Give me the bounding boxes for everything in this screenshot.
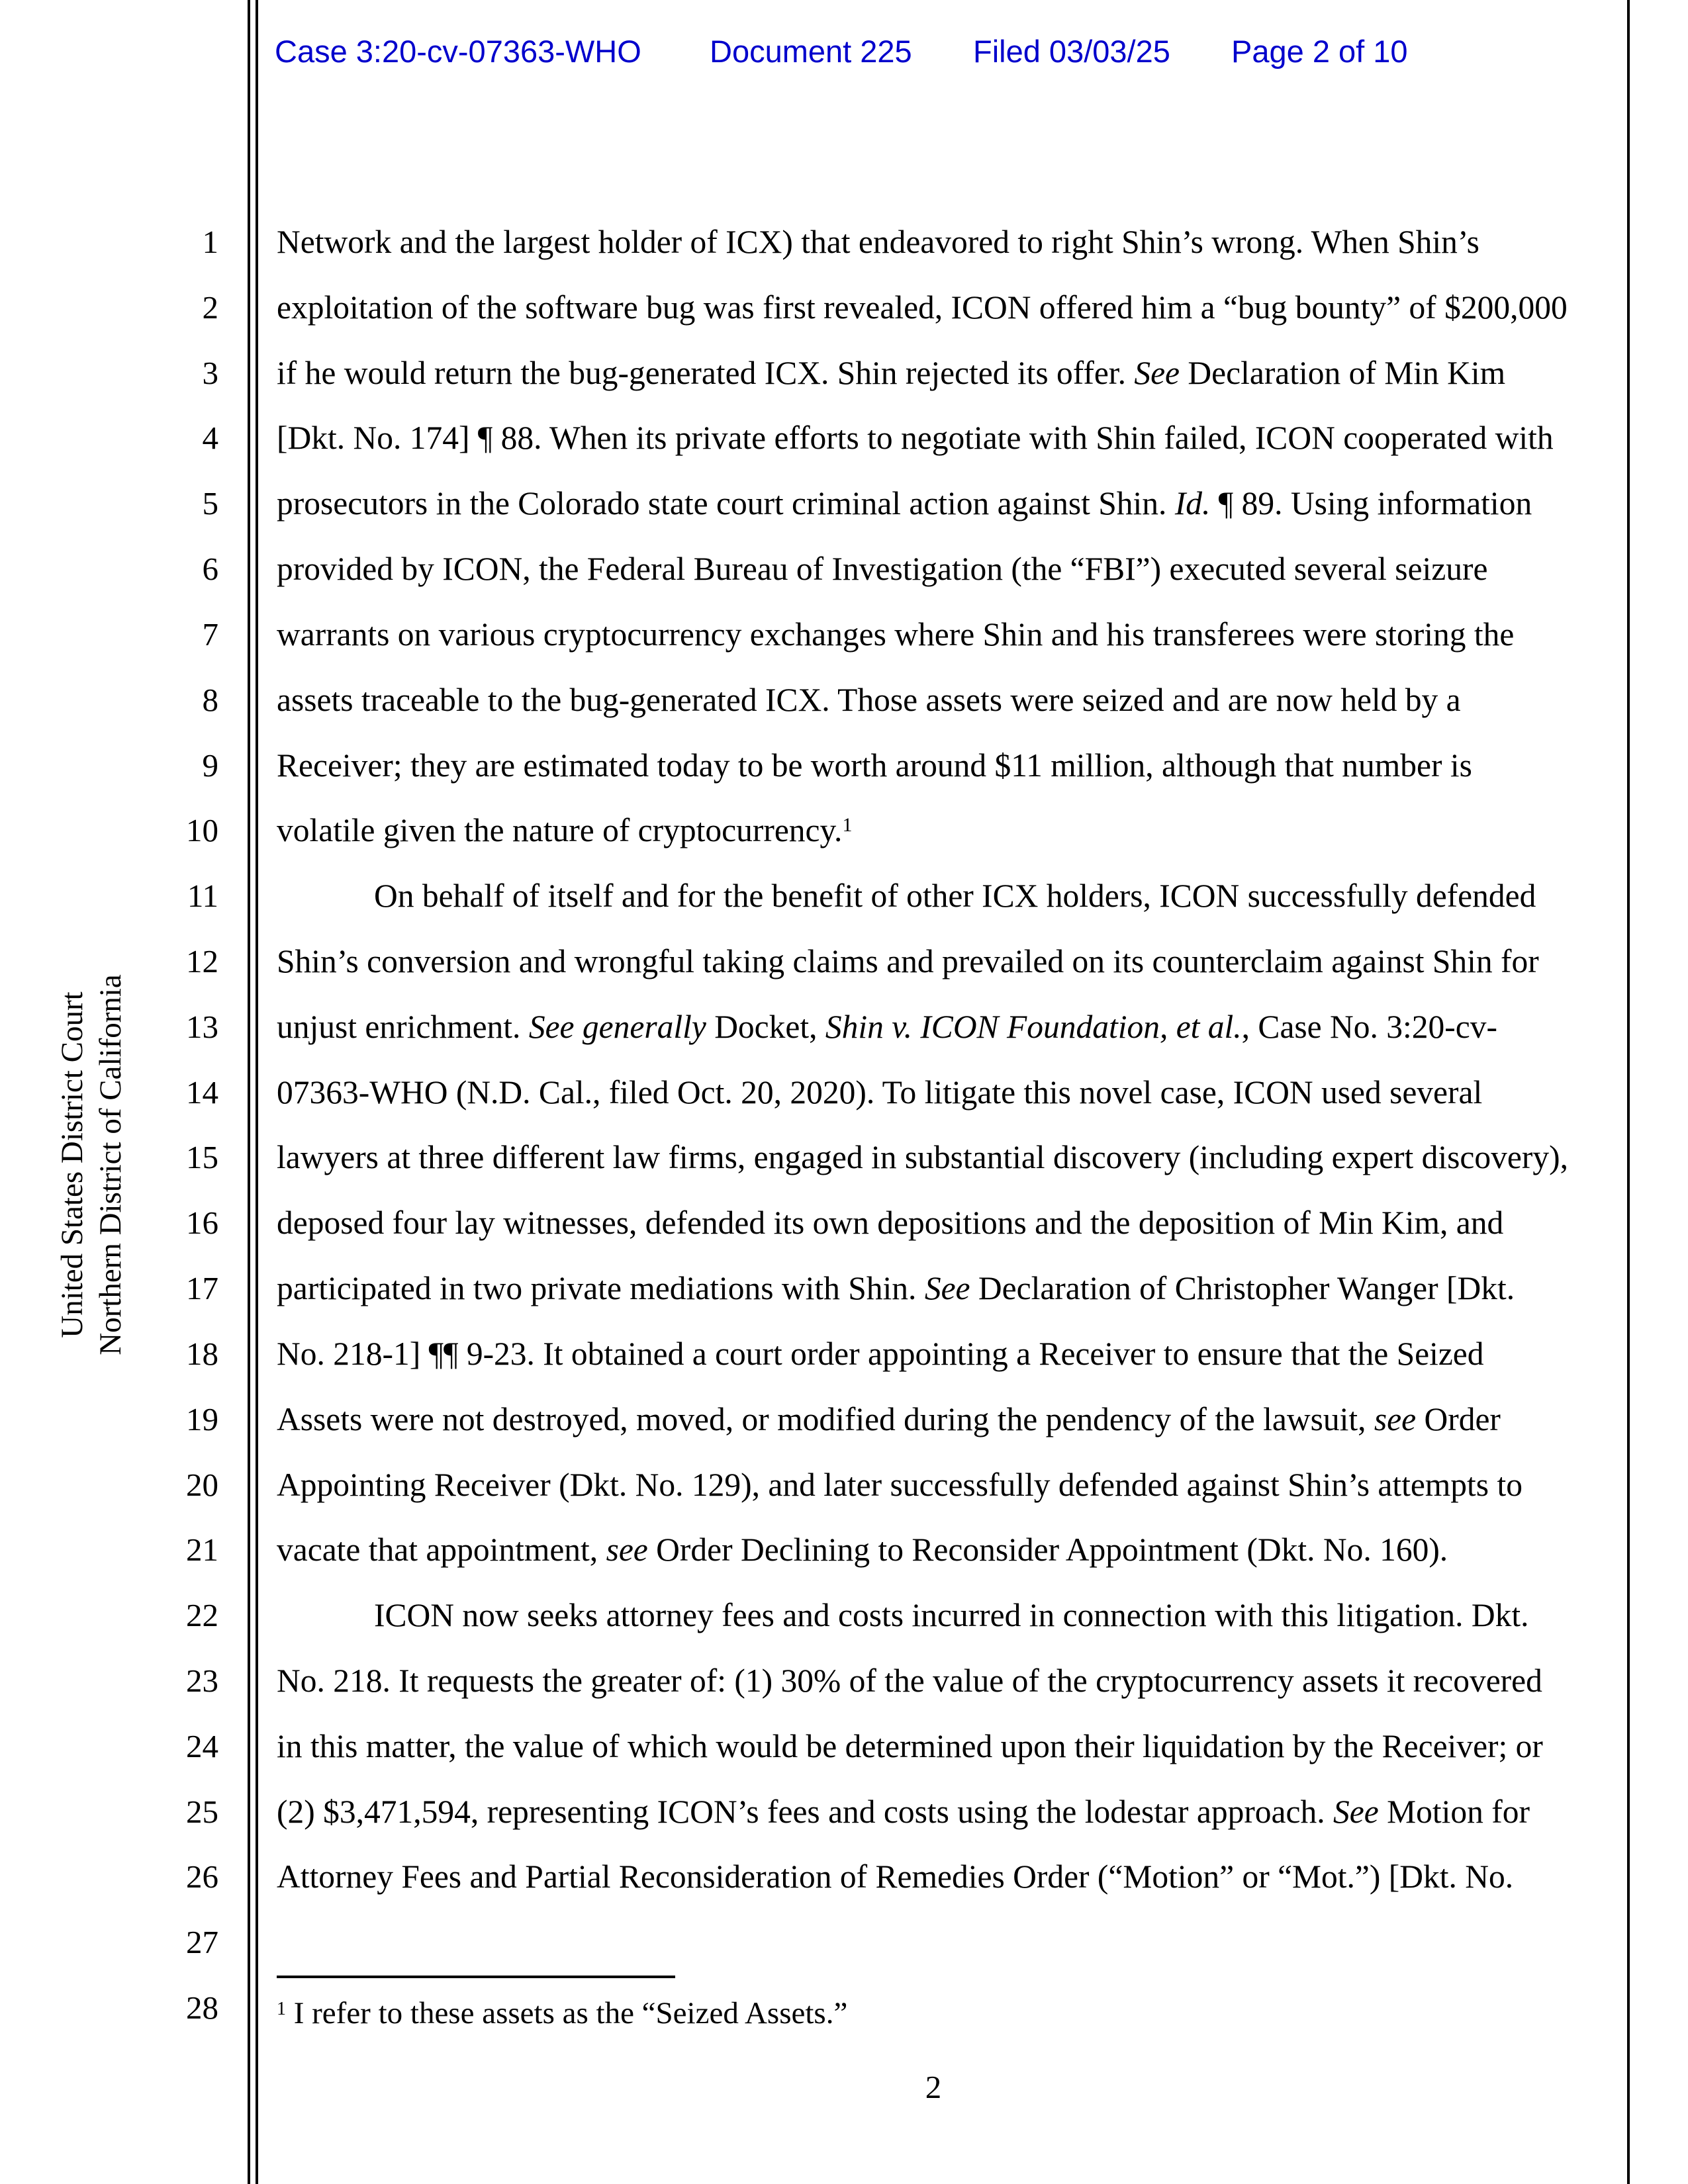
line-number: 23 bbox=[186, 1662, 218, 1699]
line-number: 1 bbox=[202, 224, 218, 260]
text-line bbox=[277, 811, 852, 850]
line-number: 12 bbox=[186, 943, 218, 979]
text-run: , Case No. 3:20-cv- bbox=[1241, 1009, 1497, 1045]
text-line: 07363-WHO (N.D. Cal., filed Oct. 20, 2020). To litigate this novel case, ICON used several bbox=[277, 1074, 1483, 1111]
line-number: 15 bbox=[186, 1139, 218, 1175]
citation-signal: See bbox=[1333, 1794, 1379, 1830]
text-run: Docket, bbox=[706, 1009, 825, 1045]
text-run: Assets were not destroyed, moved, or modified during the pendency of the lawsuit, bbox=[277, 1401, 1374, 1437]
line-number: 9 bbox=[202, 747, 218, 784]
line-number: 6 bbox=[202, 551, 218, 587]
text-run: (2) $3,471,594, representing ICON’s fees and costs using the lodestar approach. bbox=[277, 1794, 1333, 1830]
citation-signal: Id. bbox=[1174, 485, 1211, 522]
footnote-reference[interactable]: 1 bbox=[842, 814, 853, 836]
text-run: unjust enrichment. bbox=[277, 1009, 529, 1045]
ecf-header bbox=[0, 32, 1688, 71]
line-number: 27 bbox=[186, 1924, 218, 1960]
citation-signal: See bbox=[1134, 355, 1180, 391]
case-number: Case 3:20-cv-07363-WHO bbox=[275, 34, 641, 69]
text-line bbox=[277, 1530, 1448, 1570]
line-number: 7 bbox=[202, 616, 218, 653]
page-number: 2 bbox=[925, 2069, 942, 2105]
text-line: warrants on various cryptocurrency exchanges where Shin and his transferees were storing the bbox=[277, 616, 1515, 653]
line-number: 17 bbox=[186, 1270, 218, 1306]
footnote-text: I refer to these assets as the “Seized Assets.” bbox=[286, 1996, 848, 2030]
right-margin-rule bbox=[1627, 0, 1630, 2184]
line-number: 21 bbox=[186, 1531, 218, 1568]
line-number: 3 bbox=[202, 355, 218, 391]
document-number: Document 225 bbox=[710, 34, 912, 69]
text-line: lawyers at three different law firms, engaged in substantial discovery (including expert discovery), bbox=[277, 1139, 1568, 1175]
line-number: 2 bbox=[202, 289, 218, 326]
text-line: Network and the largest holder of ICX) that endeavored to right Shin’s wrong. When Shin’s bbox=[277, 224, 1479, 260]
line-number: 5 bbox=[202, 485, 218, 522]
footnote-marker: 1 bbox=[277, 1999, 286, 2019]
text-run: ¶ 89. Using information bbox=[1210, 485, 1532, 522]
line-number: 24 bbox=[186, 1728, 218, 1764]
text-run: prosecutors in the Colorado state court criminal action against Shin. bbox=[277, 485, 1175, 522]
text-line: provided by ICON, the Federal Bureau of Investigation (the “FBI”) executed several seizure bbox=[277, 551, 1488, 587]
text-run: vacate that appointment, bbox=[277, 1531, 606, 1568]
line-number: 8 bbox=[202, 682, 218, 718]
line-number: 28 bbox=[186, 1989, 218, 2026]
citation-signal: see bbox=[1374, 1401, 1417, 1437]
court-name: United States District Court bbox=[55, 991, 89, 1338]
text-run: Order Declining to Reconsider Appointment (Dkt. No. 160). bbox=[647, 1531, 1448, 1568]
footnote bbox=[277, 1993, 847, 2033]
text-run: if he would return the bug-generated ICX. Shin rejected its offer. bbox=[277, 355, 1135, 391]
text-line: Attorney Fees and Partial Reconsideration of Remedies Order (“Motion” or “Mot.”) [Dkt. No. bbox=[277, 1858, 1514, 1895]
text-line: in this matter, the value of which would be determined upon their liquidation by the Receiver; or bbox=[277, 1728, 1543, 1764]
line-number: 14 bbox=[186, 1074, 218, 1111]
citation-signal: See generally bbox=[528, 1009, 706, 1045]
line-number: 26 bbox=[186, 1858, 218, 1895]
line-number: 11 bbox=[187, 878, 218, 914]
footnote-separator bbox=[277, 1976, 675, 1978]
text-run: volatile given the nature of cryptocurrency. bbox=[277, 812, 843, 848]
left-margin-rule-inner bbox=[256, 0, 258, 2184]
line-number: 25 bbox=[186, 1794, 218, 1830]
line-number: 16 bbox=[186, 1205, 218, 1241]
filed-date: Filed 03/03/25 bbox=[973, 34, 1170, 69]
text-line bbox=[277, 1400, 1501, 1439]
text-line: exploitation of the software bug was first revealed, ICON offered him a “bug bounty” of $200,000 bbox=[277, 289, 1568, 326]
text-line: On behalf of itself and for the benefit of other ICX holders, ICON successfully defended bbox=[374, 878, 1536, 914]
line-number: 20 bbox=[186, 1467, 218, 1503]
text-run: Order bbox=[1416, 1401, 1501, 1437]
left-margin-rule-outer bbox=[248, 0, 250, 2184]
text-run: Declaration of Christopher Wanger [Dkt. bbox=[970, 1270, 1515, 1306]
text-line bbox=[277, 1007, 1497, 1047]
text-line: No. 218. It requests the greater of: (1) 30% of the value of the cryptocurrency assets it recovered bbox=[277, 1662, 1542, 1699]
line-number: 4 bbox=[202, 420, 218, 456]
text-line: Appointing Receiver (Dkt. No. 129), and later successfully defended against Shin’s attempts to bbox=[277, 1467, 1523, 1503]
district-name: Northern District of California bbox=[93, 974, 128, 1355]
text-run: Declaration of Min Kim bbox=[1180, 355, 1506, 391]
text-line: deposed four lay witnesses, defended its own depositions and the deposition of Min Kim, and bbox=[277, 1205, 1504, 1241]
citation-signal: see bbox=[606, 1531, 648, 1568]
line-number: 18 bbox=[186, 1336, 218, 1372]
text-line: [Dkt. No. 174] ¶ 88. When its private efforts to negotiate with Shin failed, ICON cooperated with bbox=[277, 420, 1554, 456]
line-number: 19 bbox=[186, 1401, 218, 1437]
citation-signal: See bbox=[924, 1270, 970, 1306]
line-number: 13 bbox=[186, 1009, 218, 1045]
text-line bbox=[277, 353, 1505, 393]
text-line bbox=[277, 484, 1532, 523]
text-line bbox=[277, 1792, 1530, 1832]
text-run: Motion for bbox=[1378, 1794, 1530, 1830]
text-line: No. 218-1] ¶¶ 9-23. It obtained a court order appointing a Receiver to ensure that the Seized bbox=[277, 1336, 1484, 1372]
line-number: 22 bbox=[186, 1597, 218, 1633]
text-line: assets traceable to the bug-generated ICX. Those assets were seized and are now held by a bbox=[277, 682, 1461, 718]
page-indicator: Page 2 of 10 bbox=[1231, 34, 1408, 69]
text-line: Shin’s conversion and wrongful taking claims and prevailed on its counterclaim against Shin for bbox=[277, 943, 1539, 979]
case-name: Shin v. ICON Foundation, et al. bbox=[825, 1009, 1242, 1045]
text-line: ICON now seeks attorney fees and costs incurred in connection with this litigation. Dkt. bbox=[374, 1597, 1529, 1633]
line-number: 10 bbox=[186, 812, 218, 848]
text-line bbox=[277, 1269, 1515, 1308]
text-run: participated in two private mediations with Shin. bbox=[277, 1270, 925, 1306]
text-line: Receiver; they are estimated today to be worth around $11 million, although that number is bbox=[277, 747, 1472, 784]
